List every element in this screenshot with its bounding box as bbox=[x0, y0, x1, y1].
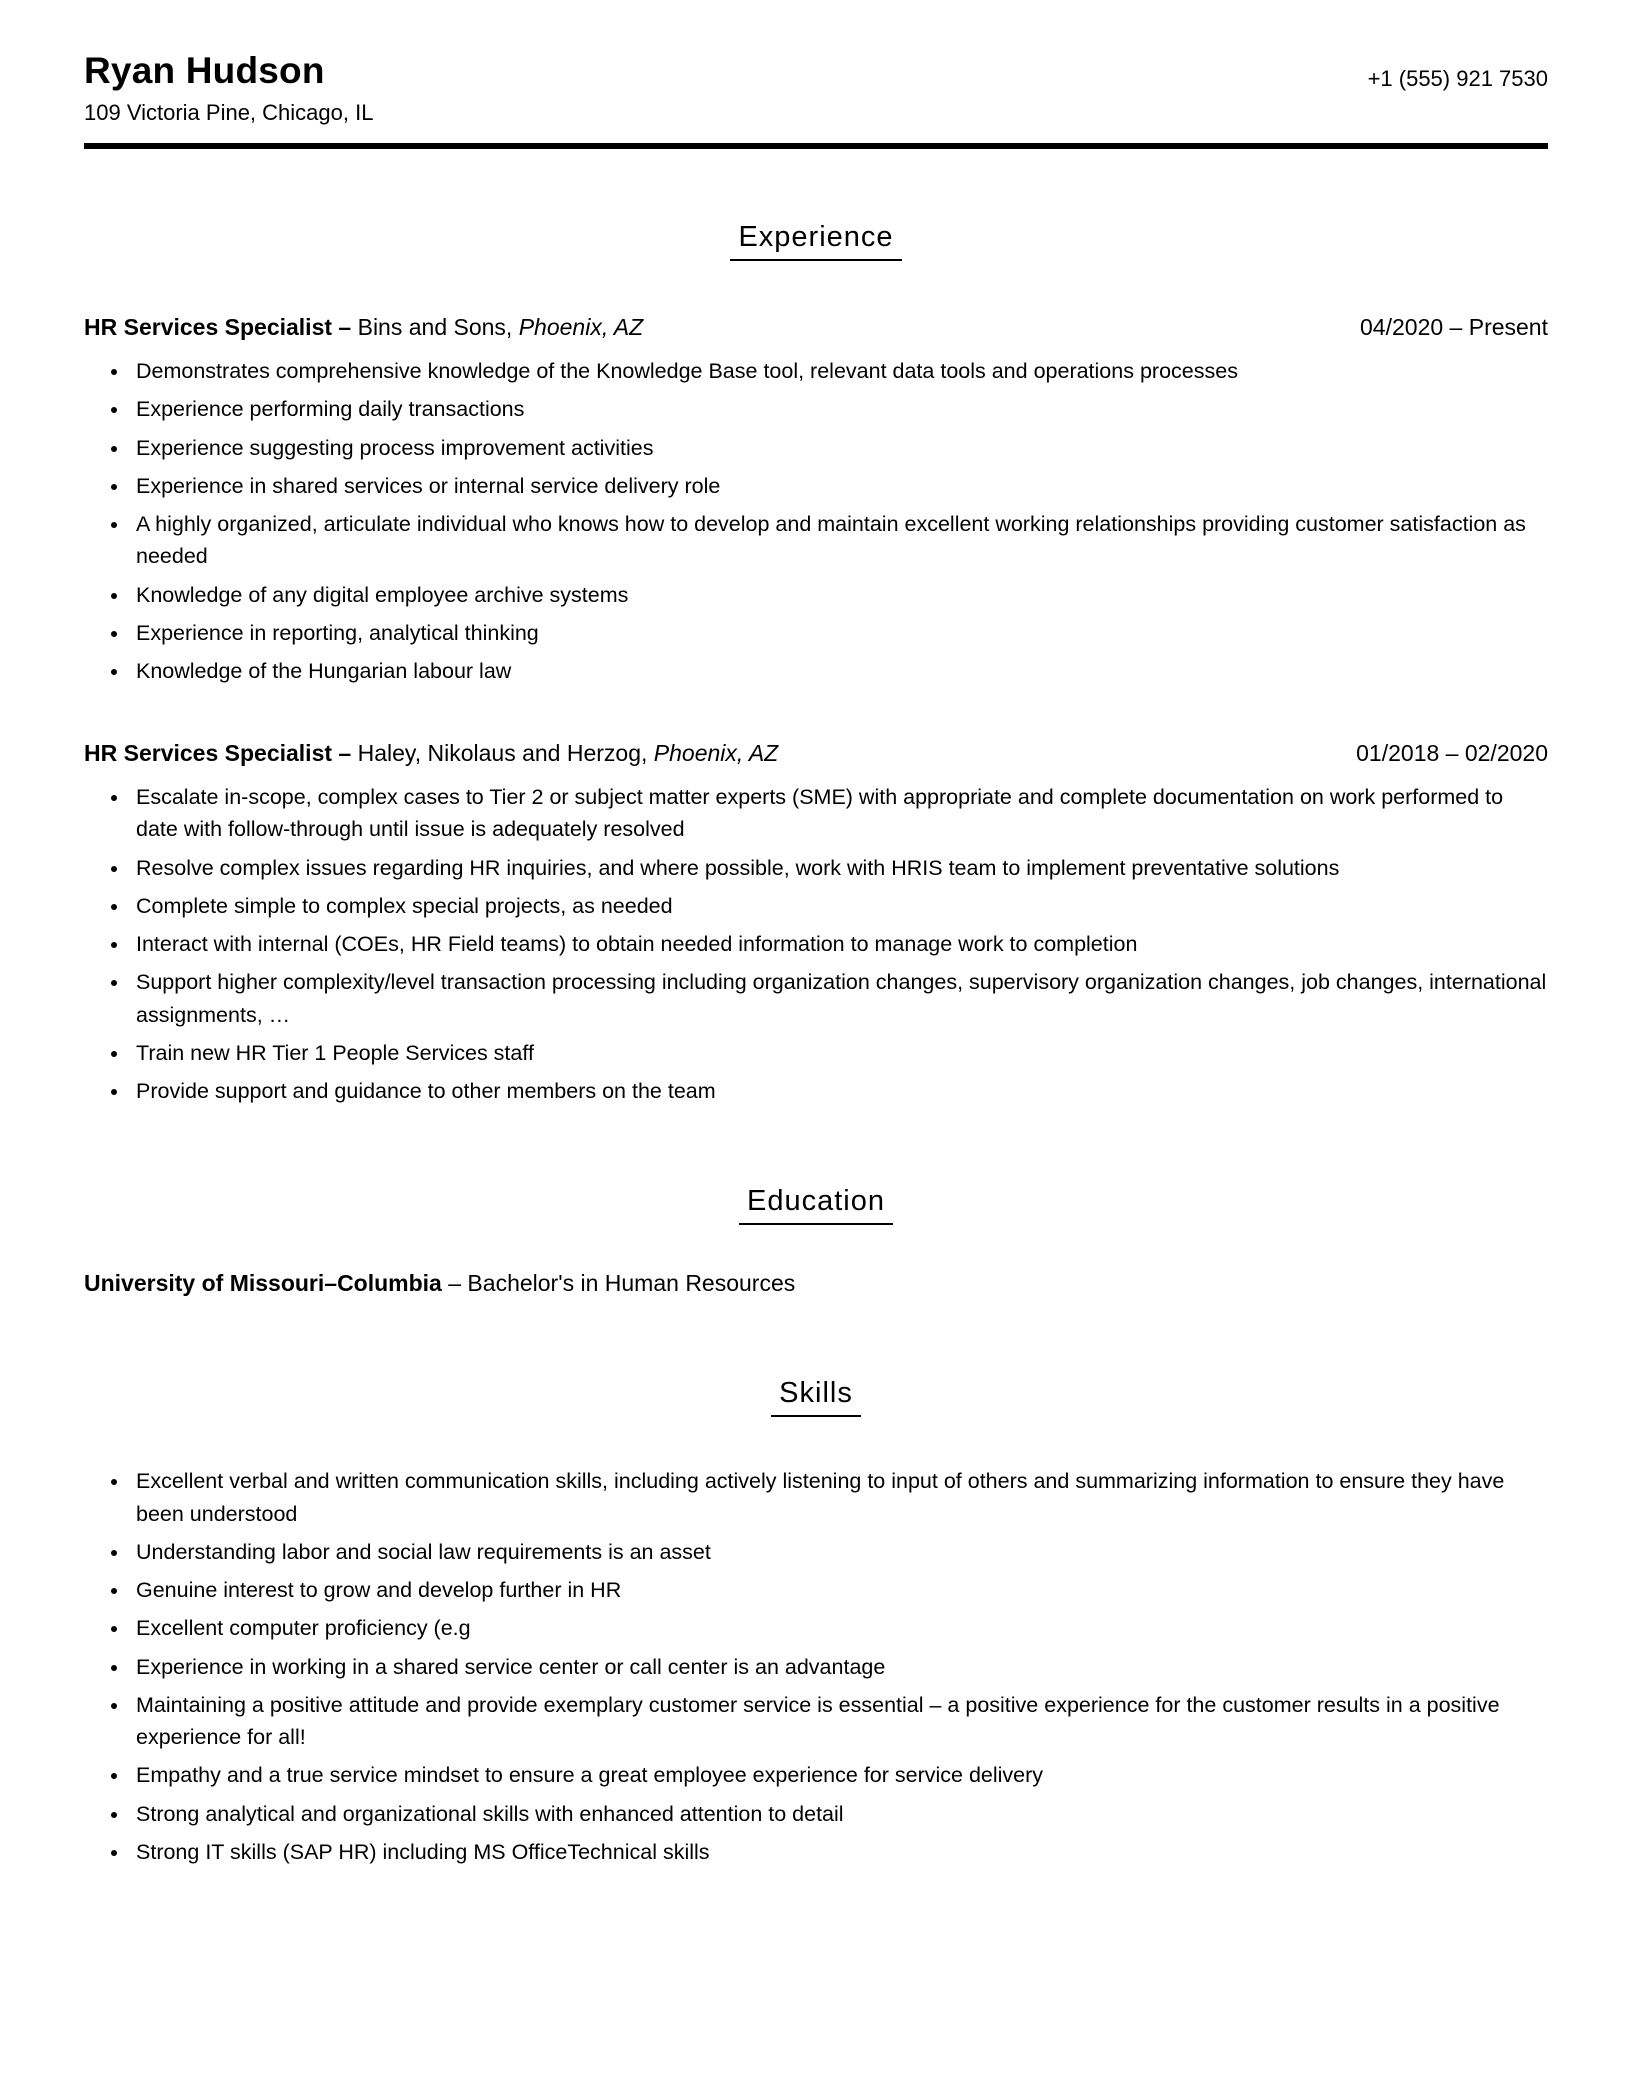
job-entry bbox=[84, 739, 1548, 1107]
bullet-item: • Experience performing daily transactions bbox=[130, 393, 1548, 425]
education-heading-row bbox=[84, 1185, 1548, 1225]
candidate-address: 109 Victoria Pine, Chicago, IL bbox=[84, 99, 374, 125]
bullet-item: • Experience in reporting, analytical thinking bbox=[130, 617, 1548, 649]
bullet-item: • A highly organized, articulate individual who knows how to develop and maintain excellent working relationships providing customer satisfaction as needed bbox=[130, 508, 1548, 573]
candidate-phone: +1 (555) 921 7530 bbox=[1367, 66, 1548, 91]
job-header bbox=[84, 739, 1548, 769]
bullet-item: • Demonstrates comprehensive knowledge of the Knowledge Base tool, relevant data tools and operations processes bbox=[130, 355, 1548, 387]
job-dates: 04/2020 – Present bbox=[1360, 314, 1548, 341]
bullet-item: • Escalate in-scope, complex cases to Tier 2 or subject matter experts (SME) with appropriate and complete documentation on work performed to date with follow-through until issue is adequately resolved bbox=[130, 781, 1548, 846]
header-divider bbox=[84, 143, 1548, 149]
bullet-item: • Knowledge of the Hungarian labour law bbox=[130, 655, 1548, 687]
bullet-item: • Experience suggesting process improvement activities bbox=[130, 432, 1548, 464]
bullet-item: • Experience in working in a shared service center or call center is an advantage bbox=[130, 1651, 1548, 1683]
job-title: HR Services Specialist – bbox=[84, 740, 358, 767]
job-company: Bins and Sons, bbox=[357, 314, 519, 341]
bullet-item: • Strong analytical and organizational skills with enhanced attention to detail bbox=[130, 1798, 1548, 1830]
bullet-item: • Complete simple to complex special projects, as needed bbox=[130, 890, 1548, 922]
bullet-item: • Excellent verbal and written communication skills, including actively listening to input of others and summarizing information to ensure they have been understood bbox=[130, 1465, 1548, 1530]
header-identity bbox=[84, 50, 373, 127]
bullet-item: • Strong IT skills (SAP HR) including MS OfficeTechnical skills bbox=[130, 1836, 1548, 1868]
resume-header bbox=[84, 50, 1548, 127]
job-title-line bbox=[84, 313, 643, 343]
candidate-name: Ryan Hudson bbox=[84, 50, 325, 91]
skills-heading: Skills bbox=[771, 1377, 861, 1417]
bullet-item: • Support higher complexity/level transaction processing including organization changes, supervisory organization changes, job changes, international assignments, … bbox=[130, 966, 1548, 1031]
bullet-item: • Interact with internal (COEs, HR Field teams) to obtain needed information to manage work to completion bbox=[130, 928, 1548, 960]
education-section bbox=[84, 1185, 1548, 1299]
experience-section bbox=[84, 221, 1548, 1107]
job-bullet-list bbox=[84, 355, 1548, 687]
bullet-item: • Genuine interest to grow and develop further in HR bbox=[130, 1574, 1548, 1606]
job-title: HR Services Specialist – bbox=[84, 314, 358, 341]
bullet-item: • Empathy and a true service mindset to ensure a great employee experience for service delivery bbox=[130, 1759, 1548, 1791]
job-bullet-list bbox=[84, 781, 1548, 1107]
bullet-item: • Resolve complex issues regarding HR inquiries, and where possible, work with HRIS team to implement preventative solutions bbox=[130, 852, 1548, 884]
bullet-item: • Provide support and guidance to other members on the team bbox=[130, 1075, 1548, 1107]
education-entry bbox=[84, 1269, 1548, 1299]
bullet-item: • Maintaining a positive attitude and provide exemplary customer service is essential – a positive experience for the customer results in a positive experience for all! bbox=[130, 1689, 1548, 1754]
education-school: University of Missouri–Columbia bbox=[84, 1270, 442, 1297]
job-company: Haley, Nikolaus and Herzog, bbox=[357, 740, 654, 767]
education-heading: Education bbox=[739, 1185, 893, 1225]
bullet-item: • Excellent computer proficiency (e.g bbox=[130, 1612, 1548, 1644]
bullet-item: • Experience in shared services or internal service delivery role bbox=[130, 470, 1548, 502]
skills-bullet-list bbox=[84, 1465, 1548, 1868]
education-degree: – Bachelor's in Human Resources bbox=[441, 1270, 796, 1297]
bullet-item: • Understanding labor and social law requirements is an asset bbox=[130, 1536, 1548, 1568]
skills-list-wrap bbox=[84, 1465, 1548, 1868]
job-dates: 01/2018 – 02/2020 bbox=[1356, 740, 1548, 767]
experience-heading: Experience bbox=[730, 221, 901, 261]
experience-heading-row bbox=[84, 221, 1548, 261]
job-location: Phoenix, AZ bbox=[518, 314, 644, 341]
job-entry bbox=[84, 313, 1548, 687]
job-header bbox=[84, 313, 1548, 343]
skills-heading-row bbox=[84, 1377, 1548, 1417]
bullet-item: • Train new HR Tier 1 People Services staff bbox=[130, 1037, 1548, 1069]
skills-section bbox=[84, 1377, 1548, 1868]
job-title-line bbox=[84, 739, 778, 769]
job-location: Phoenix, AZ bbox=[653, 740, 779, 767]
bullet-item: • Knowledge of any digital employee archive systems bbox=[130, 579, 1548, 611]
